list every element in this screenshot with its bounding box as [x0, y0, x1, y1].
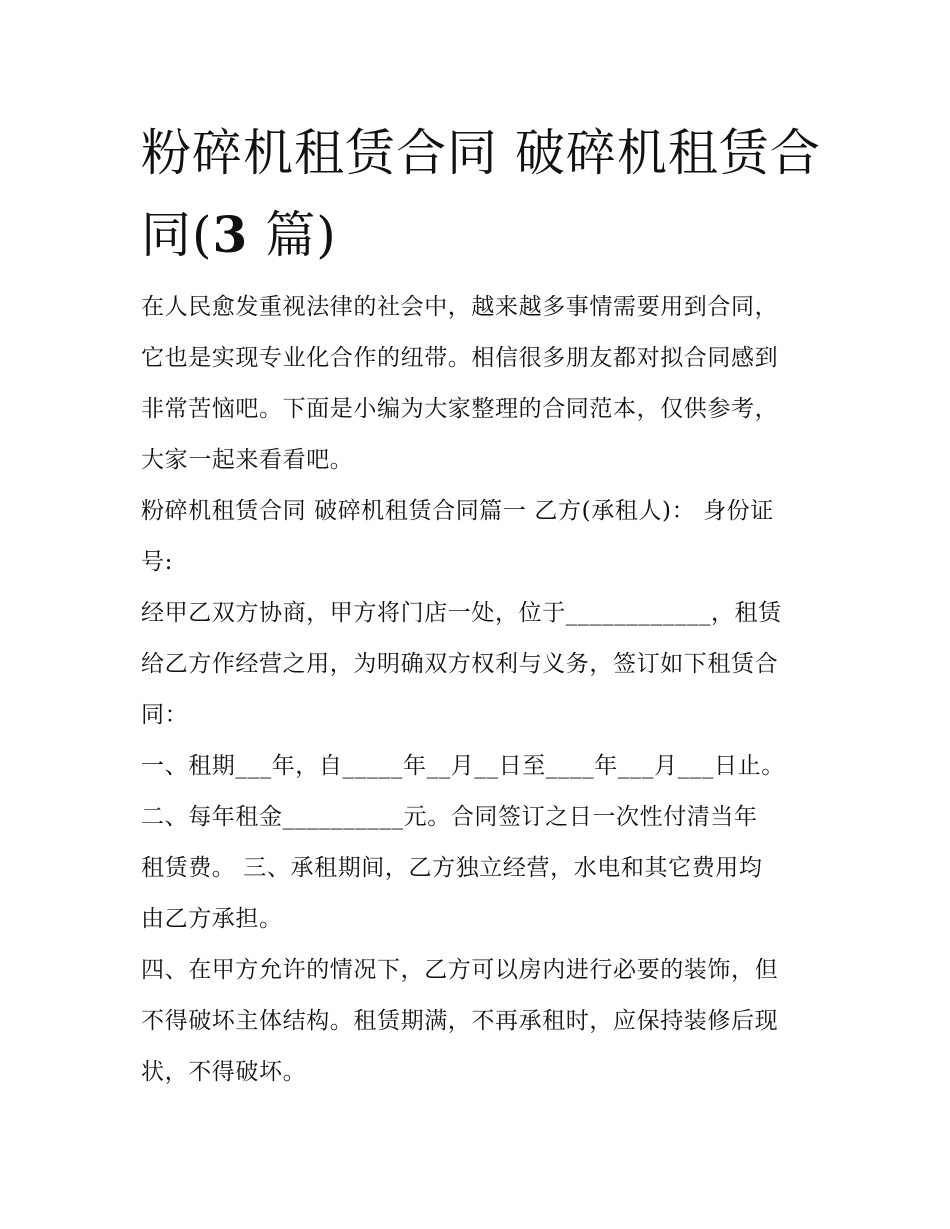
- text-line: 由乙方承担。: [141, 906, 283, 932]
- agreement-paragraph: [141, 588, 813, 741]
- text-line: 一、租期___年，自_____年__月__日至____年___月___日止。: [141, 753, 785, 779]
- title-line-1: 粉碎机租赁合同 破碎机租赁合: [141, 124, 821, 182]
- text-line: 四、在甲方允许的情况下，乙方可以房内进行必要的装饰，但: [141, 957, 779, 983]
- text-line: 它也是实现专业化合作的纽带。相信很多朋友都对拟合同感到: [141, 345, 779, 371]
- text-line: 租赁费。 三、承租期间，乙方独立经营，水电和其它费用均: [141, 855, 763, 881]
- title-line-2-start: 同(: [141, 206, 213, 264]
- text-line: 状，不得破坏。: [141, 1059, 307, 1085]
- text-line: 在人民愈发重视法律的社会中，越来越多事情需要用到合同，: [141, 294, 779, 320]
- document-title: [141, 112, 821, 276]
- text-line: 号:: [141, 549, 173, 575]
- text-line: 不得破坏主体结构。租赁期满，不再承租时，应保持装修后现: [141, 1008, 779, 1034]
- contract-heading-paragraph: [141, 486, 813, 588]
- text-line: 二、每年租金__________元。合同签订之日一次性付清当年: [141, 804, 758, 830]
- text-line: 给乙方作经营之用，为明确双方权利与义务，签订如下租赁合: [141, 651, 779, 677]
- intro-paragraph: [141, 282, 813, 486]
- title-count: 3: [212, 205, 249, 264]
- text-line: 经甲乙双方协商，甲方将门店一处，位于____________，租赁: [141, 600, 782, 626]
- document-body: [141, 112, 821, 1098]
- title-line-2-end: 篇): [248, 206, 337, 264]
- text-line: 同：: [141, 702, 189, 728]
- title-line-2: [141, 194, 813, 276]
- text-line: 粉碎机租赁合同 破碎机租赁合同篇一 乙方(承租人)： 身份证: [141, 498, 774, 524]
- clause-1: [141, 741, 813, 792]
- text-line: 大家一起来看看吧。: [141, 447, 354, 473]
- clause-2-3: [141, 792, 813, 945]
- clause-4: [141, 945, 813, 1098]
- text-line: 非常苦恼吧。下面是小编为大家整理的合同范本，仅供参考，: [141, 396, 779, 422]
